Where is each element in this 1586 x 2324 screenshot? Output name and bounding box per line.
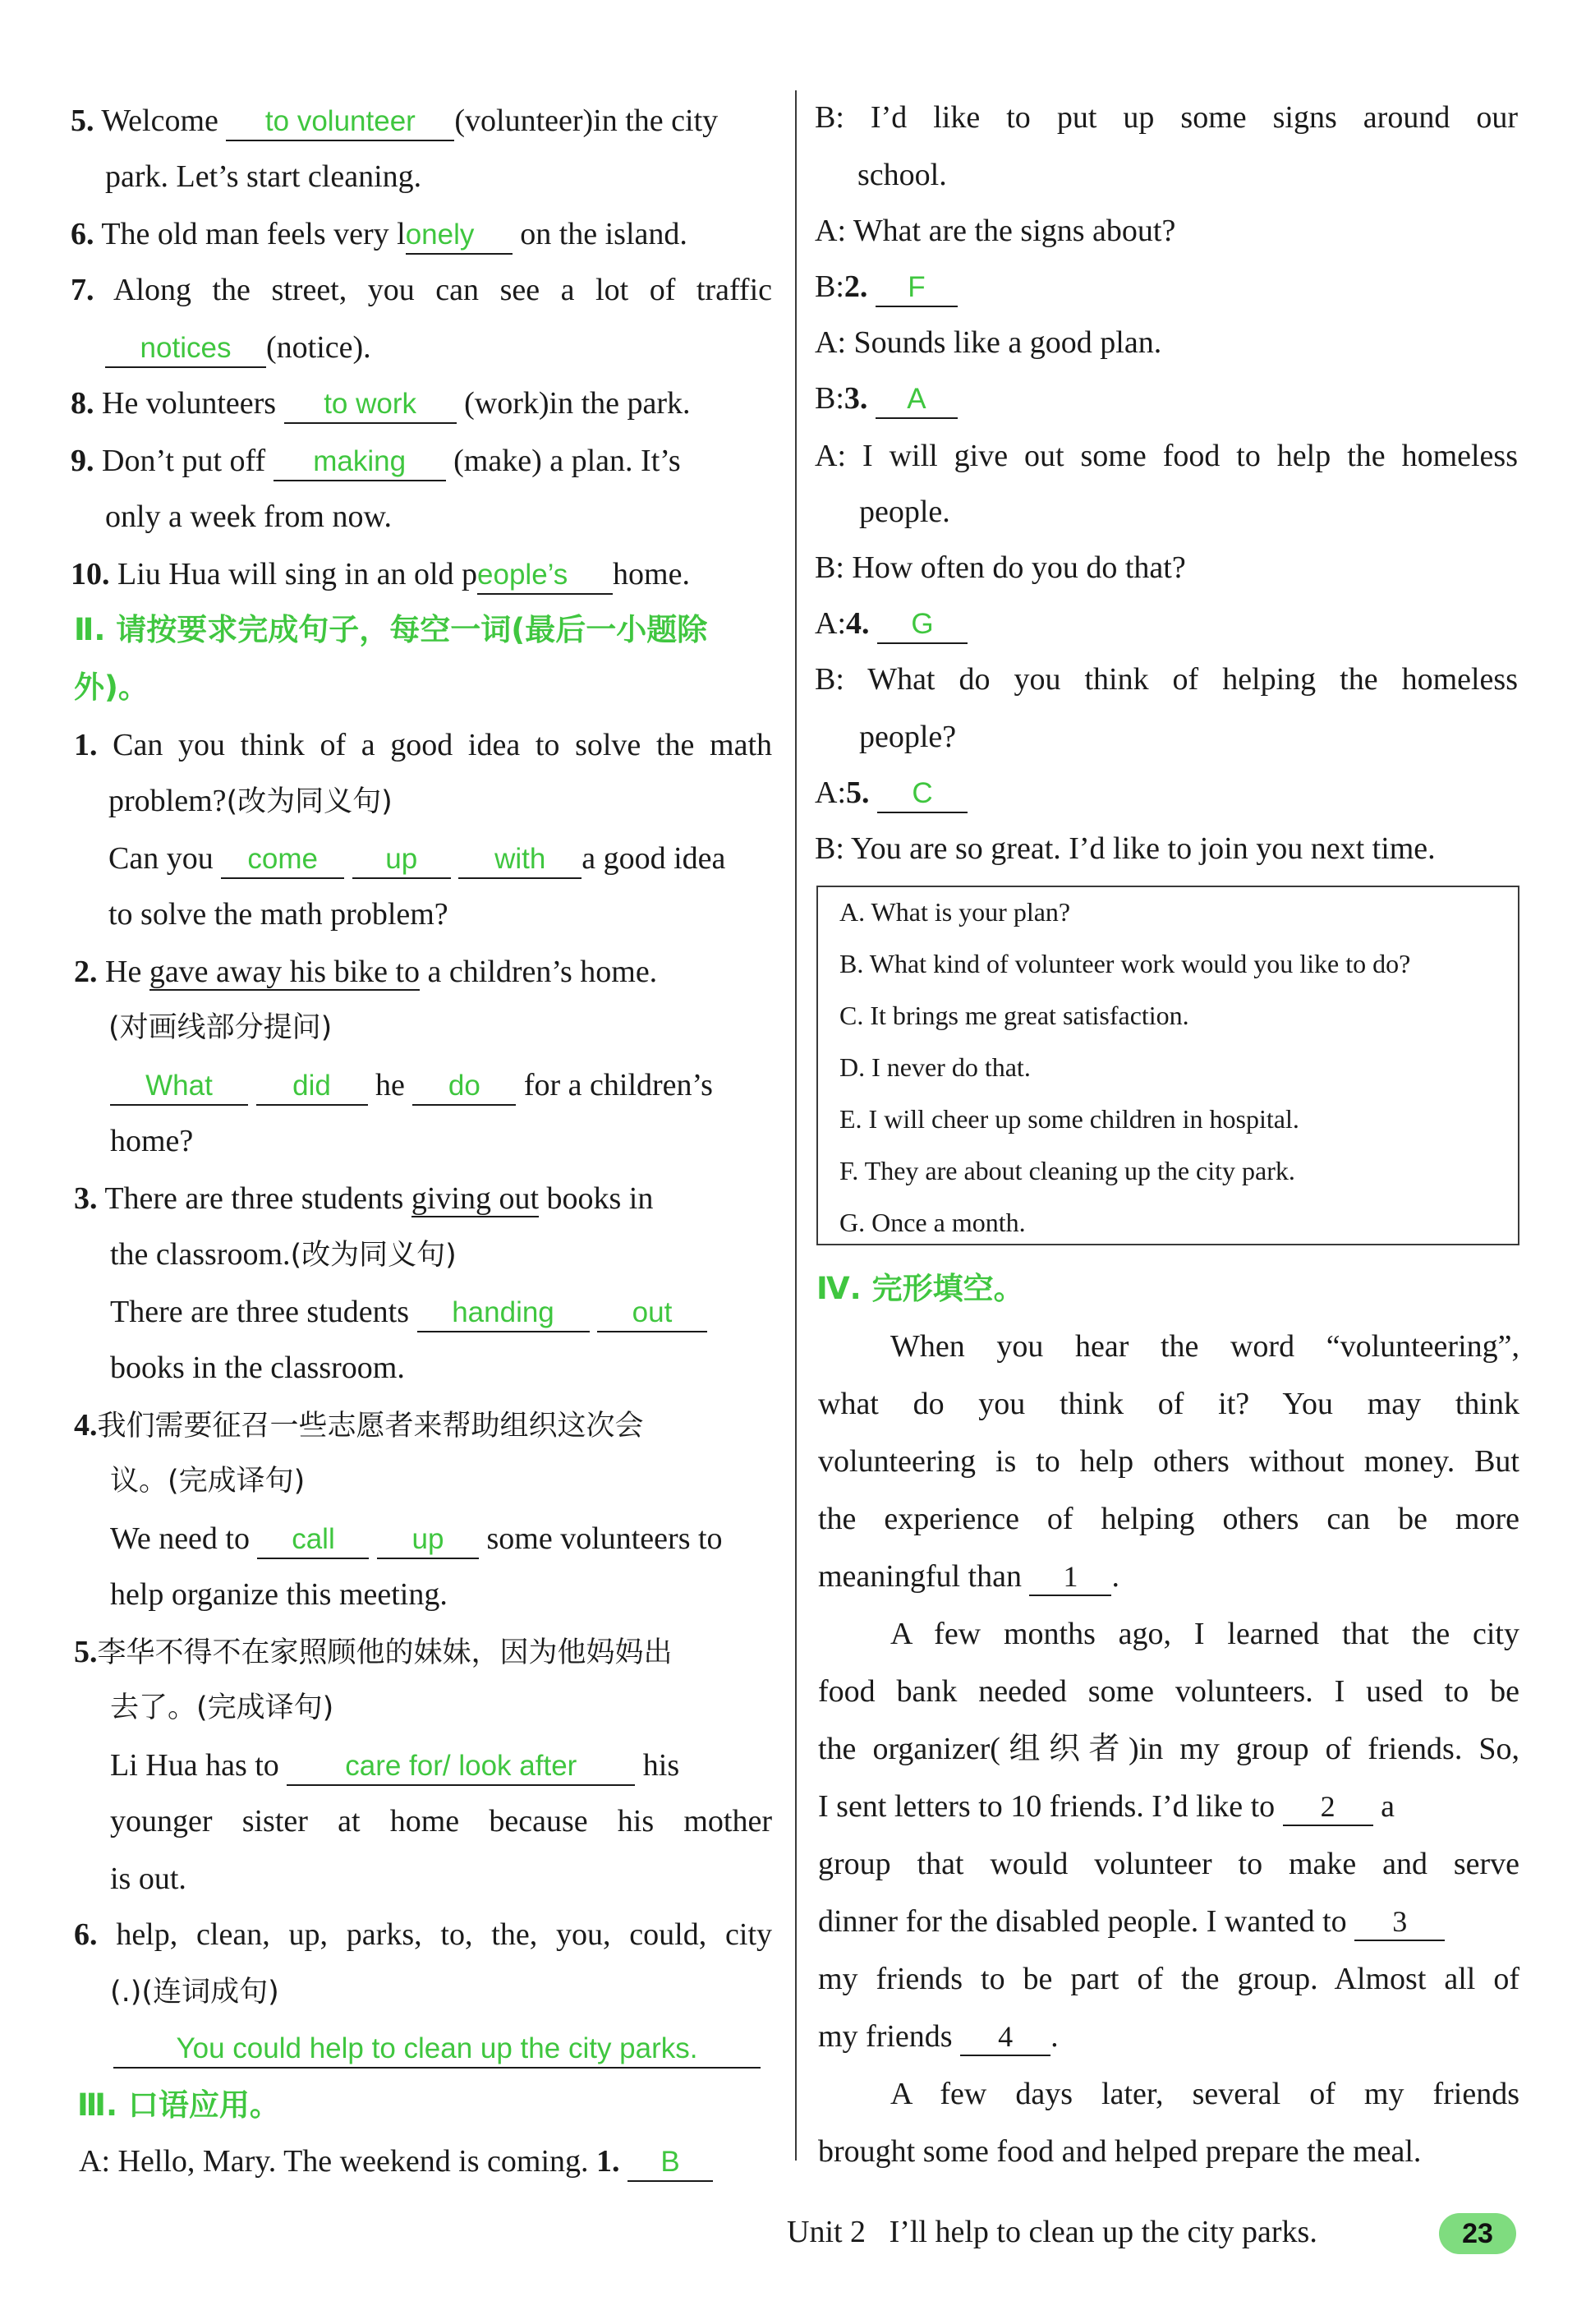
footer-unit: Unit 2	[787, 2215, 867, 2249]
s2-line2: (对画线部分提问)	[108, 1011, 333, 1044]
q5-line2: park. Let’s start cleaning.	[105, 159, 422, 194]
s6-answer: You could help to clean up the city parks.	[113, 2031, 761, 2069]
q10-answer: eople’s	[477, 557, 613, 595]
column-divider	[795, 90, 797, 2161]
s5-line1: 5.李华不得不在家照顾他的妹妹，因为他妈妈出	[74, 1635, 673, 1669]
s2-answer-1: What	[110, 1068, 248, 1106]
s1-answer-2: up	[352, 841, 451, 879]
para2-line8: my friends 4 .	[818, 2016, 1059, 2057]
s5-line3: Li Hua has to care for/ look after his	[110, 1745, 679, 1786]
dialog-b6: B: You are so great. I’d like to join you next time.	[815, 831, 1436, 866]
cloze-blank-4: 4	[960, 2018, 1050, 2056]
s1-line3: Can you come up with a good idea	[108, 838, 725, 879]
s4-line1: 4.我们需要征召一些志愿者来帮助组织这次会	[74, 1408, 644, 1443]
s1-answer-1: come	[221, 841, 344, 879]
footer-title: I’ll help to clean up the city parks.	[889, 2215, 1317, 2249]
para2-line6: dinner for the disabled people. I wanted to 3	[818, 1901, 1445, 1942]
q7-answer: notices	[105, 330, 266, 368]
q6-answer: onely	[406, 217, 513, 255]
s2-line1: 2. He gave away his bike to a children’s home.	[74, 955, 658, 989]
para2-line7: my friends to be part of the group. Almost all of	[818, 1962, 1519, 1996]
s1-line2: problem?(改为同义句)	[108, 784, 393, 818]
q9-line1: 9. Don’t put off making (make) a plan. It’s	[71, 440, 681, 481]
dialog-answer-4: G	[877, 606, 968, 644]
s3-underlined-phrase: giving out	[411, 1181, 540, 1216]
option-e: E. I will cheer up some children in hospital.	[839, 1104, 1299, 1134]
section-2-title-line1: Ⅱ. 请按要求完成句子，每空一词(最后一小题除	[74, 612, 708, 647]
q8-line: 8. He volunteers to work (work)in the park.	[71, 383, 691, 424]
q6-line: 6. The old man feels very lonely on the island.	[71, 214, 687, 255]
s5-answer: care for/ look after	[287, 1748, 635, 1786]
para1-line4: the experience of helping others can be more	[818, 1502, 1519, 1536]
para2-line4: I sent letters to 10 friends. I’d like to 2 a	[818, 1786, 1519, 1827]
dialog-answer-3: A	[876, 381, 958, 419]
q10-line: 10. Liu Hua will sing in an old people’s home.	[71, 554, 690, 595]
para2-line3: the organizer(组织者)in my group of friends. So,	[818, 1732, 1519, 1766]
q9-line2: only a week from now.	[105, 499, 392, 534]
cloze-blank-3: 3	[1354, 1903, 1445, 1941]
s3-answer-1: handing	[417, 1295, 590, 1332]
dialog-a4: A:4. G	[815, 603, 968, 644]
dialog-a2: A: Sounds like a good plan.	[815, 325, 1162, 360]
dialog-b5-line1: B: What do you think of helping the homeless	[815, 662, 1518, 697]
q8-answer: to work	[284, 386, 457, 424]
para2-line2: food bank needed some volunteers. I used to be	[818, 1674, 1519, 1709]
dialog-b1-line1: B: I’d like to put up some signs around our	[815, 100, 1518, 135]
cloze-blank-2: 2	[1283, 1788, 1373, 1826]
dialog-b3: B:3. A	[815, 378, 958, 419]
option-a: A. What is your plan?	[839, 897, 1071, 927]
s2-line4: home?	[110, 1124, 194, 1158]
s6-line3	[113, 2027, 761, 2069]
s4-line4: help organize this meeting.	[110, 1577, 448, 1612]
q5-line1: 5. Welcome to volunteer (volunteer)in the city	[71, 100, 718, 141]
cloze-blank-1: 1	[1029, 1558, 1111, 1596]
para3-line1: A few days later, several of my friends	[890, 2077, 1519, 2111]
option-f: F. They are about cleaning up the city park.	[839, 1156, 1295, 1185]
s4-line2: 议。(完成译句)	[110, 1465, 306, 1498]
dialog-answer-5: C	[877, 775, 968, 813]
para2-line1: A few months ago, I learned that the city	[890, 1617, 1519, 1651]
s1-answer-3: with	[458, 841, 582, 879]
page-number-badge: 23	[1439, 2213, 1516, 2254]
q7-line1: 7. Along the street, you can see a lot of traffic	[71, 273, 773, 307]
s1-line1: 1. Can you think of a good idea to solve the math	[74, 728, 773, 762]
s3-line1: 3. There are three students giving out books in	[74, 1181, 654, 1216]
s3-answer-2: out	[597, 1295, 707, 1332]
s6-line1: 6. help, clean, up, parks, to, the, you, could, city	[74, 1917, 773, 1952]
s2-line3: What did he do for a children’s	[110, 1065, 713, 1106]
para1-line2: what do you think of it? You may think	[818, 1387, 1519, 1421]
s6-line2: (.)(连词成句)	[110, 1976, 279, 2009]
s3-line2: the classroom.(改为同义句)	[110, 1237, 457, 1272]
q7-line2: notices (notice).	[105, 327, 371, 368]
para2-line5: group that would volunteer to make and serve	[818, 1847, 1519, 1881]
s4-answer-1: call	[257, 1521, 369, 1559]
para3-line2: brought some food and helped prepare the meal.	[818, 2134, 1422, 2169]
dialog-a3-line1: A: I will give out some food to help the homeless	[815, 439, 1518, 473]
page-footer	[787, 2211, 1317, 2253]
dialog-a1: A: What are the signs about?	[815, 214, 1176, 248]
s2-underlined-phrase: gave away his bike to	[149, 955, 421, 989]
section-2-title-line2: 外)。	[74, 670, 149, 705]
s2-answer-2: did	[256, 1068, 368, 1106]
s4-answer-2: up	[377, 1521, 479, 1559]
option-c: C. It brings me great satisfaction.	[839, 1001, 1189, 1030]
section-3-title: Ⅲ. 口语应用。	[77, 2087, 280, 2123]
dialog-b5-line2: people?	[859, 720, 957, 754]
dialog-line-1: A: Hello, Mary. The weekend is coming. 1. B	[79, 2141, 713, 2182]
dialog-b2: B:2. F	[815, 266, 958, 307]
s2-answer-3: do	[412, 1068, 516, 1106]
s1-line4: to solve the math problem?	[108, 897, 448, 932]
dialog-a3-line2: people.	[859, 495, 950, 529]
s5-line2: 去了。(完成译句)	[110, 1691, 334, 1724]
options-box	[816, 886, 1519, 1245]
s4-line3: We need to call up some volunteers to	[110, 1518, 723, 1559]
dialog-answer-1: B	[628, 2144, 713, 2182]
dialog-b1-line2: school.	[857, 158, 947, 192]
para1-line3: volunteering is to help others without money. But	[818, 1444, 1519, 1479]
section-4-title: Ⅳ. 完形填空。	[816, 1271, 1024, 1306]
q9-answer: making	[274, 444, 446, 481]
s3-line4: books in the classroom.	[110, 1351, 405, 1385]
para1-line1: When you hear the word “volunteering”,	[890, 1329, 1519, 1364]
s5-line4: younger sister at home because his mother	[110, 1804, 772, 1838]
para1-line5: meaningful than 1 .	[818, 1556, 1119, 1597]
s3-line3: There are three students handing out	[110, 1291, 707, 1332]
q5-answer: to volunteer	[226, 104, 454, 141]
dialog-answer-2: F	[876, 269, 958, 307]
option-b: B. What kind of volunteer work would you like to do?	[839, 949, 1411, 978]
option-g: G. Once a month.	[839, 1208, 1026, 1237]
option-d: D. I never do that.	[839, 1052, 1031, 1082]
dialog-b4: B: How often do you do that?	[815, 550, 1186, 585]
dialog-a5: A:5. C	[815, 772, 968, 813]
s5-line5: is out.	[110, 1862, 186, 1896]
